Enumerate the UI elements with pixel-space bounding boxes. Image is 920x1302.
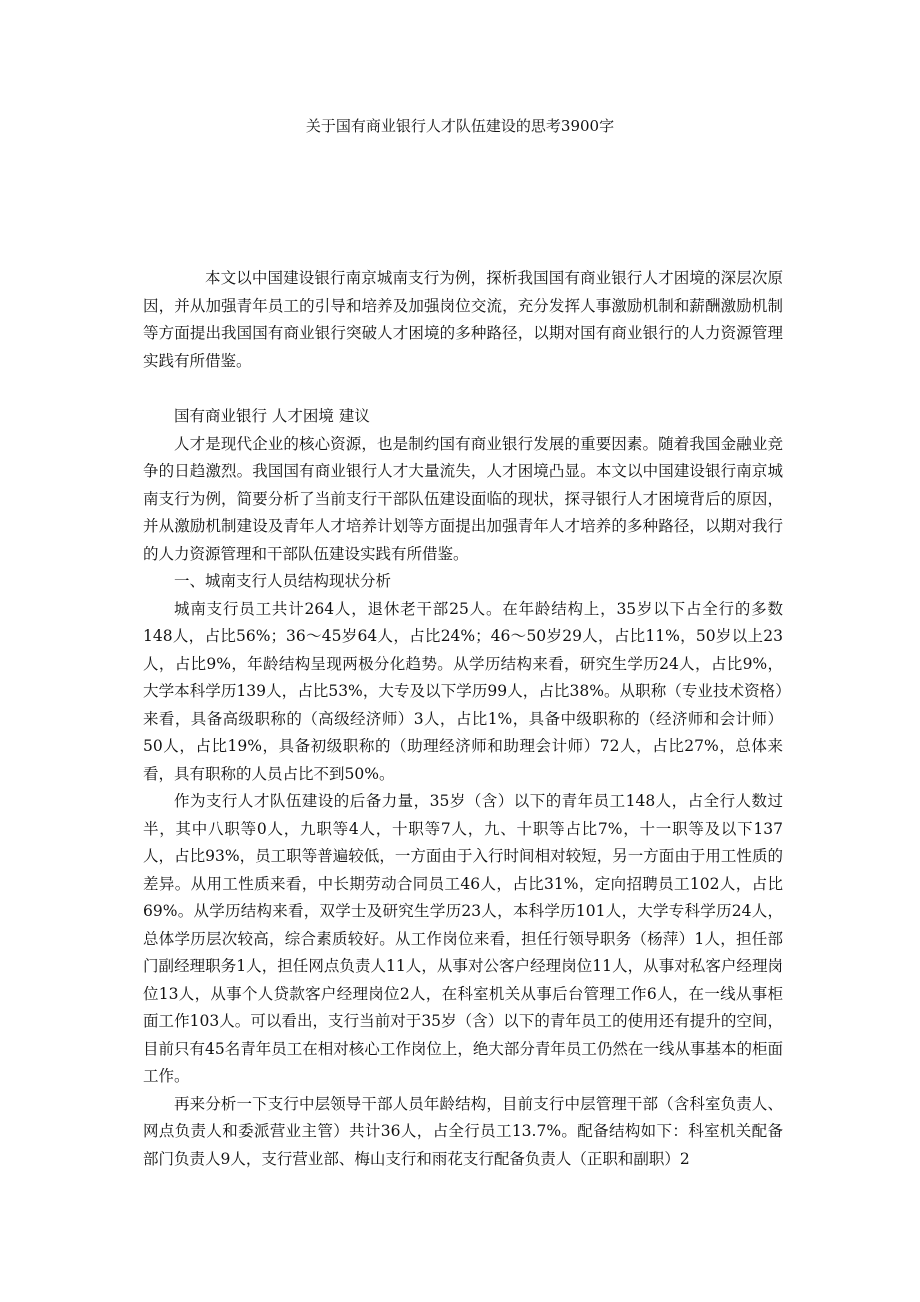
document-title: 关于国有商业银行人才队伍建设的思考3900字 (305, 117, 615, 135)
section-heading: 一、城南支行人员结构现状分析 (174, 572, 392, 590)
body-paragraph-intro: 人才是现代企业的核心资源，也是制约国有商业银行发展的重要因素。随着我国金融业竞争的日趋激烈。我国国有商业银行人才大量流失，人才困境凸显。本文以中国建设银行南京城南支行为例，简要分析了当前支行干部队伍建设面临的现状，探寻银行人才困境背后的原因，并从激励机制建设及青年人才培养计划等方面提出加强青年人才培养的多种路径，以期对我行的人力资源管理和干部队伍建设实践有所借鉴。 (143, 434, 783, 563)
keywords-line: 国有商业银行 人才困境 建议 (174, 407, 370, 425)
body-paragraph-youth: 作为支行人才队伍建设的后备力量，35岁（含）以下的青年员工148人，占全行人数过半，其中八职等0人，九职等4人，十职等7人，九、十职等占比7%，十一职等及以下137人，占比93%，员工职等普遍较低，一方面由于入行时间相对较短，另一方面由于用工性质的差异。从用工性质来看，中长期劳动合同员工46人，占比31%，定向招聘员工102人，占比69%。从学历结构来看，双学士及研究生学历23人，本科学历101人，大学专科学历24人，总体学历层次较高，综合素质较好。从工作岗位来看，担任行领导职务（杨萍）1人，担任部门副经理职务1人，担任网点负责人11人，从事对公客户经理岗位11人，从事对私客户经理岗位13人，从事个人贷款客户经理岗位2人，在科室机关从事后台管理工作6人，在一线从事柜面工作103人。可以看出，支行当前对于35岁（含）以下的青年员工的使用还有提升的空间，目前只有45名青年员工在相对核心工作岗位上，绝大部分青年员工仍然在一线从事基本的柜面工作。 (143, 792, 783, 1085)
abstract-section (143, 265, 783, 375)
body-paragraph-structure: 城南支行员工共计264人，退休老干部25人。在年龄结构上，35岁以下占全行的多数148人，占比56%；36～45岁64人，占比24%；46～50岁29人，占比11%，50岁以上23人，占比9%，年龄结构呈现两极分化趋势。从学历结构来看，研究生学历24人，占比9%，大学本科学历139人，占比53%，大专及以下学历99人，占比38%。从职称（专业技术资格）来看，具备高级职称的（高级经济师）3人，占比1%，具备中级职称的（经济师和会计师）50人，占比19%，具备初级职称的（助理经济师和助理会计师）72人，占比27%，总体来看，具有职称的人员占比不到50%。 (143, 599, 783, 783)
body-section (143, 403, 783, 1173)
body-paragraph-managers: 再来分析一下支行中层领导干部人员年龄结构，目前支行中层管理干部（含科室负责人、网点负责人和委派营业主管）共计36人，占全行员工13.7%。配备结构如下：科室机关配备部门负责人9人，支行营业部、梅山支行和雨花支行配备负责人（正职和副职）2 (143, 1094, 783, 1168)
abstract-paragraph: 本文以中国建设银行南京城南支行为例，探析我国国有商业银行人才困境的深层次原因，并从加强青年员工的引导和培养及加强岗位交流，充分发挥人事激励机制和薪酬激励机制等方面提出我国国有商业银行突破人才困境的多种路径，以期对国有商业银行的人力资源管理实践有所借鉴。 (143, 269, 783, 370)
